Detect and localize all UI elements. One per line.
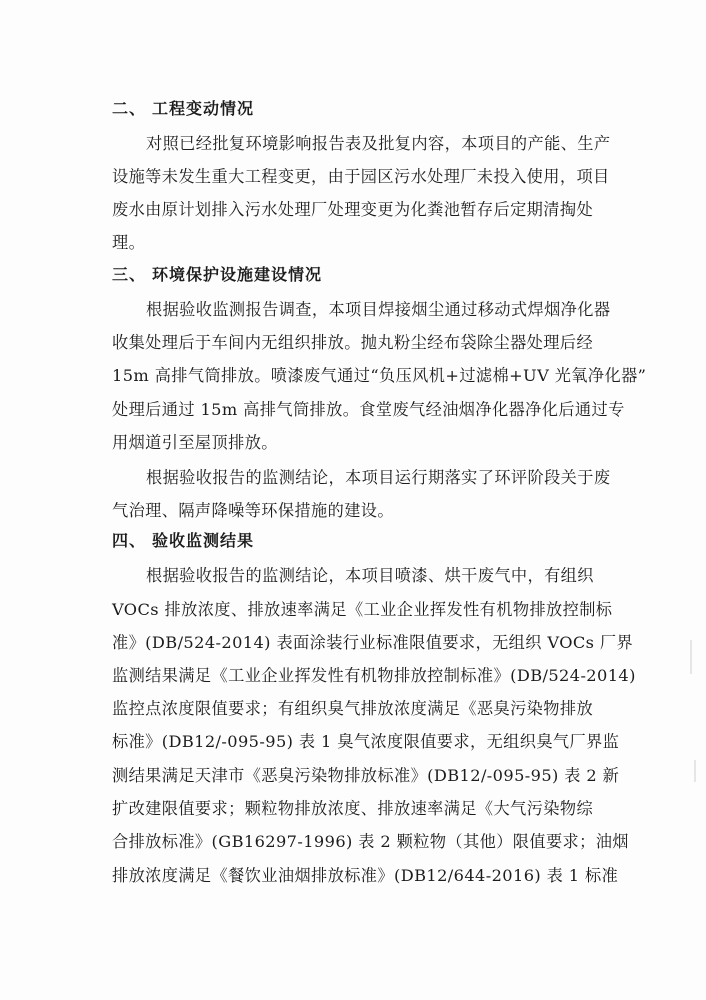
paragraph-line: 对照已经批复环境影响报告表及批复内容，本项目的产能、生产 (146, 134, 611, 153)
section-number: 二、 (112, 99, 147, 118)
paragraph-line: 根据验收监测报告调查，本项目焊接烟尘通过移动式焊烟净化器 (146, 300, 611, 319)
section-title: 验收监测结果 (152, 531, 255, 550)
section-number: 四、 (112, 531, 147, 550)
paragraph-line: 准》(DB/524-2014) 表面涂装行业标准限值要求，无组织 VOCs 厂界 (112, 633, 634, 652)
paragraph-line: 监控点浓度限值要求；有组织臭气排放浓度满足《恶臭污染物排放 (112, 699, 594, 718)
paragraph-line: VOCs 排放浓度、排放速率满足《工业企业挥发性有机物排放控制标 (112, 600, 613, 619)
paragraph-line: 监测结果满足《工业企业挥发性有机物排放控制标准》(DB/524-2014) (112, 666, 636, 685)
paragraph-line: 测结果满足天津市《恶臭污染物排放标准》(DB12/-095-95) 表 2 新 (112, 766, 620, 785)
paragraph-line: 扩改建限值要求；颗粒物排放浓度、排放速率满足《大气污染物综 (112, 799, 594, 818)
paragraph-line: 15m 高排气筒排放。喷漆废气通过“负压风机+过滤棉+UV 光氧净化器” (112, 366, 647, 385)
paragraph-line: 理。 (112, 233, 146, 252)
paragraph-line: 根据验收报告的监测结论，本项目喷漆、烘干废气中，有组织 (146, 566, 594, 585)
paragraph-line: 设施等未发生重大工程变更，由于园区污水处理厂未投入使用，项目 (112, 167, 610, 186)
section-heading-2 (112, 96, 254, 119)
paragraph-line: 收集处理后于车间内无组织排放。抛丸粉尘经布袋除尘器处理后经 (112, 333, 594, 352)
paragraph-line: 用烟道引至屋顶排放。 (112, 433, 278, 452)
section-heading-4 (112, 528, 254, 551)
paragraph-line: 处理后通过 15m 高排气筒排放。食堂废气经油烟净化器净化后通过专 (112, 400, 625, 419)
paragraph-line: 废水由原计划排入污水处理厂处理变更为化粪池暂存后定期清掏处 (112, 200, 594, 219)
scan-artifact (690, 640, 692, 674)
paragraph-line: 排放浓度满足《餐饮业油烟排放标准》(DB12/644-2016) 表 1 标准 (112, 866, 619, 885)
paragraph-line: 合排放标准》(GB16297-1996) 表 2 颗粒物（其他）限值要求；油烟 (112, 832, 629, 851)
section-heading-3 (112, 262, 322, 285)
section-title: 环境保护设施建设情况 (152, 265, 323, 284)
paragraph-line: 标准》(DB12/-095-95) 表 1 臭气浓度限值要求，无组织臭气厂界监 (112, 732, 620, 751)
paragraph-line: 根据验收报告的监测结论，本项目运行期落实了环评阶段关于废 (146, 468, 611, 487)
scan-artifact (694, 760, 696, 782)
section-title: 工程变动情况 (152, 99, 255, 118)
section-number: 三、 (112, 265, 147, 284)
paragraph-line: 气治理、隔声降噪等环保措施的建设。 (112, 501, 394, 520)
